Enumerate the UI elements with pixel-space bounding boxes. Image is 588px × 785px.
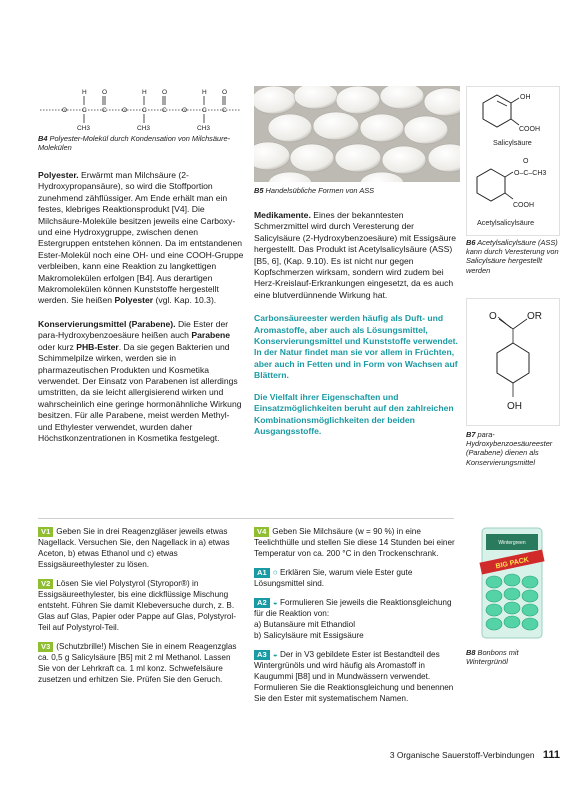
polyester-formula-box <box>38 86 242 132</box>
salicyl-label: Salicylsäure <box>493 138 532 147</box>
acetyl-ester-group: O–C–CH3 <box>514 170 547 177</box>
badge-v2: V2 <box>38 579 53 589</box>
footer-chapter: 3 Organische Sauerstoff-Verbindungen <box>389 750 535 760</box>
level-half-icon: ◒ <box>272 598 280 607</box>
ch3-1: CH3 <box>77 125 91 132</box>
badge-v1: V1 <box>38 527 53 537</box>
acetyl-cooh: COOH <box>513 202 534 209</box>
parabene-text-d: . Da sie gegen Bakterien und Schimmelpilze wirken, werden sie in pharmazeutischen Produkten und Kosmetika verwendet. Der Einsatz von Parabenen ist allerdings umstritten, da sie leicht allergisierend wirken und wahrscheinlich eine geringe hormonähnliche Wirkung besitzen. Für alle Parabene, meist werden Methyl- und Ethylester verwendet, wurden daher Höchstkonzentrationen in Kosmetika festgelegt. <box>38 341 242 443</box>
badge-a2: A2 <box>254 598 270 608</box>
exercises-right <box>254 526 460 704</box>
exercise-v3 <box>38 641 244 685</box>
exercise-v4-text: Geben Sie Milchsäure (w = 90 %) in eine Teelichthülle und stellen Sie diese 14 Stunden bei einer Temperatur von ca. 200 °C in den Trockenschrank. <box>254 527 455 558</box>
salicyl-cooh: COOH <box>519 126 540 133</box>
b8-caption-text: Bonbons mit Wintergrünöl <box>466 648 519 667</box>
exercise-v2 <box>38 578 244 633</box>
chain-c5: C <box>202 107 207 114</box>
exercise-v1 <box>38 526 244 570</box>
b6-structures <box>466 86 560 236</box>
badge-a3: A3 <box>254 650 270 660</box>
exercise-a3 <box>254 649 460 704</box>
acetyl-ester-o: O <box>523 158 529 165</box>
b7-structure <box>466 298 560 426</box>
exercise-a1 <box>254 567 460 589</box>
b5-caption <box>254 186 454 195</box>
candy-photo <box>470 524 554 642</box>
o-top-2: O <box>162 89 168 96</box>
parabene-term: Parabene <box>191 330 231 341</box>
exercise-a2-item-a: a) Butansäure mit Ethandiol <box>254 620 356 629</box>
exercise-a3-text: Der in V3 gebildete Ester ist Bestandteil des Wintergrünöls und wird häufig als Aromastoff in Kaugummi [B8] und in Mundwässern verwendet. Formulieren Sie die Reaktionsgleichung und benennen Sie den Ester mit systematischem Namen. <box>254 650 454 703</box>
b7-oh: OH <box>507 401 522 412</box>
h-top-2: H <box>142 89 147 96</box>
candy-pack-text: BIG PACK <box>495 556 530 571</box>
chain-c1: C <box>82 107 87 114</box>
polyester-tail: (vgl. Kap. 10.3). <box>155 295 217 306</box>
level-half-icon: ◒ <box>272 650 280 659</box>
summary-teal-1: Carbonsäureester werden häufig als Duft- und Aromastoffe, aber auch als Lösungsmittel, Konservierungsmittel und Kunststoffe verwendet. In der Natur findet man sie vor allem in Früchten, aber auch in Fetten und in Form von Wachsen auf Blättern. <box>254 313 458 381</box>
b7-label: B7 <box>466 430 476 439</box>
page-number: 111 <box>542 749 560 761</box>
chain-o1: O <box>62 107 68 114</box>
chain-c2: C <box>102 107 107 114</box>
phb-term: PHB-Ester <box>76 341 119 352</box>
exercise-v4 <box>254 526 460 559</box>
b7-caption-text: para-Hydroxybenzoesäureester (Parabene) dienen als Konservierungsmittel <box>466 430 553 467</box>
summary-teal-2: Die Vielfalt ihrer Eigenschaften und Einsatzmöglichkeiten beruht auf den zahlreichen Kombinationsmöglichkeiten der beiden Ausgangsstoffe. <box>254 391 454 436</box>
polyester-body: Erwärmt man Milchsäure (2-Hydroxypropansäure), so wird die Stoffportion zunehmend zähflüssiger. Am Ende erhält man ein festes, klebriges Reaktionsprodukt [V4]. Die Milchsäure-Moleküle besitzen jeweils eine Carboxy- und eine Hydroxygruppe, zwischen denen Estergruppen entstehen können. Da im entstandenen Ester-Molekül noch eine OH- und eine COOH-Gruppe verbleiben, kann eine Reaktion zu langkettigen Makromolekülen erfolgen [B4]. Aus derartigen Makromolekülen können Kunststoffe hergestellt werden. Sie heißen <box>38 170 244 306</box>
badge-v3: V3 <box>38 642 53 652</box>
exercises-left <box>38 526 244 685</box>
exercise-a1-text: Erklären Sie, warum viele Ester gute Lösungsmittel sind. <box>254 568 413 588</box>
chain-c3: C <box>142 107 147 114</box>
parabene-paragraph <box>38 319 244 444</box>
exercise-a2-item-b: b) Salicylsäure mit Essigsäure <box>254 631 364 640</box>
exercise-a2 <box>254 597 460 641</box>
b4-caption <box>38 134 248 152</box>
b4-label: B4 <box>38 134 48 143</box>
b7-o: O <box>489 311 497 322</box>
page-footer <box>350 749 560 761</box>
o-top-1: O <box>102 89 108 96</box>
ch3-3: CH3 <box>197 125 211 132</box>
b6-label: B6 <box>466 238 476 247</box>
b4-caption-text: Polyester-Molekül durch Kondensation von Milchsäure-Molekülen <box>38 134 231 153</box>
h-top-3: H <box>202 89 207 96</box>
col1-text <box>38 170 244 444</box>
badge-a1: A1 <box>254 568 270 578</box>
h-top-1: H <box>82 89 87 96</box>
ch3-2: CH3 <box>137 125 151 132</box>
b5-label: B5 <box>254 186 264 195</box>
b6-caption <box>466 238 562 275</box>
polyester-term: Polyester <box>114 295 154 306</box>
b5-caption-text: Handelsübliche Formen von ASS <box>265 186 375 195</box>
b7-caption <box>466 430 562 467</box>
exercise-a2-text: Formulieren Sie jeweils die Reaktionsgleichung für die Reaktion von: <box>254 598 452 618</box>
acetyl-label: Acetylsalicylsäure <box>477 218 535 227</box>
badge-v4: V4 <box>254 527 269 537</box>
exercise-v2-text: Lösen Sie viel Polystyrol (Styropor®) in Essigsäureethylester, bis eine dickflüssige Mischung entsteht. Führen Sie damit Klebeversuche durch, z. B. Glas auf Glas, Papier oder Pappe auf Glas, Polystyrol-Teil auf Polystyrol-Teil. <box>38 579 236 632</box>
medikamente-body: Eines der bekanntesten Schmerzmittel wird durch Veresterung der Salicylsäure (2-Hydroxybenzoesäure) mit Essigsäure hergestellt. Das Produkt ist Acetylsalicylsäure (ASS) [B5, 6], (Kap. 9.10). Es ist nicht nur gegen Kopfschmerzen wirksam, sondern wird zudem bei Herz-Kreislauf-Erkrankungen eingesetzt, da es auch eine blutverdünnende Wirkung hat. <box>254 210 457 300</box>
b8-caption <box>466 648 562 666</box>
polyester-heading: Polyester. <box>38 170 79 180</box>
chain-o3: O <box>182 107 188 114</box>
exercise-v1-text: Geben Sie in drei Reagenzgläser jeweils etwas Nagellack. Versuchen Sie, den Nagellack in a) etwas Aceton, b) etwas Ethanol und c) etwas Essigsäureethylester zu lösen. <box>38 527 230 569</box>
aspirin-photo <box>254 86 460 182</box>
parabene-text-a: Die Ester der para-Hydroxybenzoesäure heißen auch <box>38 318 229 341</box>
b8-label: B8 <box>466 648 476 657</box>
level-circle-icon: ○ <box>272 568 280 577</box>
parabene-text-c: oder kurz <box>38 341 74 352</box>
candy-brand: Wintergreen <box>498 540 526 546</box>
chain-c4: C <box>162 107 167 114</box>
polyester-paragraph <box>38 170 244 307</box>
o-top-3: O <box>222 89 228 96</box>
parabene-heading: Konservierungsmittel (Parabene). <box>38 318 176 329</box>
chain-o2: O <box>122 107 128 114</box>
exercise-divider <box>38 518 454 519</box>
exercise-v3-text: (Schutzbrille!) Mischen Sie in einem Reagenzglas ca. 0,5 g Salicylsäure [B5] mit 2 ml Methanol. Lassen Sie von der Lehrkraft ca. 1 ml konz. Schwefelsäure zusetzen und erhitzen Sie. Prüfen Sie den Geruch. <box>38 642 237 684</box>
salicyl-oh: OH <box>520 94 531 101</box>
polyester-formula <box>38 86 242 132</box>
b7-or: OR <box>527 311 542 322</box>
medikamente-heading: Medikamente. <box>254 210 311 220</box>
chain-c6: C <box>222 107 227 114</box>
b6-caption-text: Acetylsalicylsäure (ASS) kann durch Veresterung von Salicylsäure hergestellt werden <box>466 238 559 275</box>
medikamente-paragraph <box>254 210 460 301</box>
col2-text <box>254 210 460 437</box>
